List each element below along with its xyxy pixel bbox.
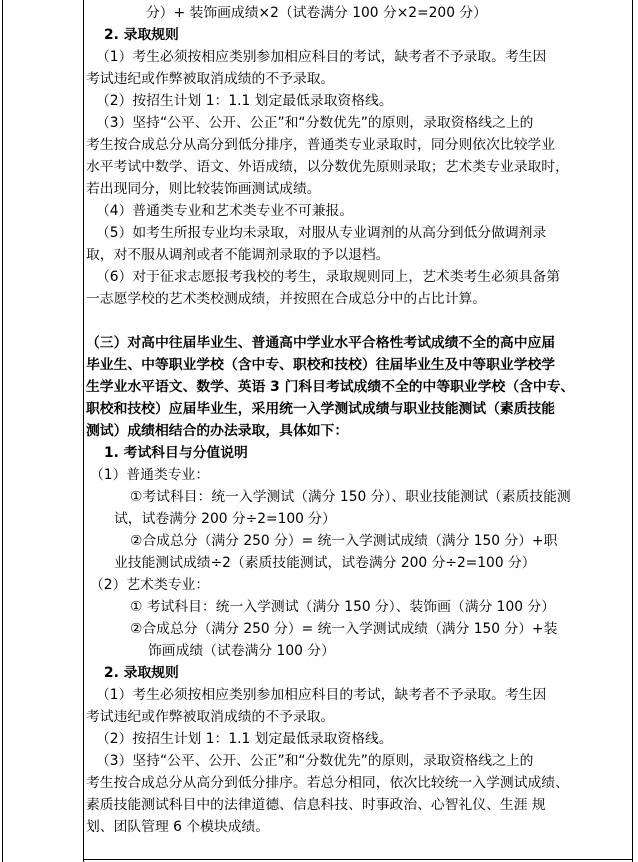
text-line: 考生按合成总分从高分到低分排序。若总分相同，依次比较统一入学测试成绩、: [86, 775, 569, 791]
text-line: 水平考试中数学、语文、外语成绩，以分数优先原则录取；艺术类专业录取时，: [86, 159, 569, 175]
text-line: （三）对高中往届毕业生、普通高中学业水平合格性考试成绩不全的高中应届: [86, 335, 556, 351]
table-border-left: [2, 0, 3, 862]
table-border-bottom: [83, 859, 633, 860]
text-line: 职校和技校）应届毕业生，采用统一入学测试成绩与职业技能测试（素质技能: [86, 401, 556, 417]
text-line: 试，试卷满分 200 分÷2=100 分）: [114, 511, 336, 527]
text-line: （1）考生必须按相应类别参加相应科目的考试，缺考者不予录取。考生因: [96, 49, 547, 65]
text-line: 取，对不服从调剂或者不能调剂录取的予以退档。: [86, 247, 390, 263]
text-line: 一志愿学校的艺术类校测成绩，并按照在合成总分中的占比计算。: [86, 291, 487, 307]
text-line: （2）艺术类专业：: [90, 577, 210, 593]
text-line: （2）按招生计划 1：1.1 划定最低录取资格线。: [96, 93, 393, 109]
text-line: 1. 考试科目与分值说明: [104, 445, 248, 461]
text-line: （6）对于征求志愿报考我校的考生，录取规则同上，艺术类考生必须具备第: [96, 269, 561, 285]
text-line: 考试违纪或作弊被取消成绩的不予录取。: [86, 709, 335, 725]
text-line: 若出现同分，则比较装饰画测试成绩。: [86, 181, 321, 197]
text-line: 毕业生、中等职业学校（含中专、职校和技校）往届毕业生及中等职业学校学: [86, 357, 556, 373]
text-line: （3）坚持“公平、公开、公正”和“分数优先”的原则，录取资格线之上的: [96, 115, 534, 131]
text-line: （1）普通类专业：: [90, 467, 210, 483]
table-border-right: [632, 0, 633, 862]
text-line: 业技能测试成绩÷2（素质技能测试，试卷满分 200 分÷2=100 分）: [114, 555, 536, 571]
text-line: （3）坚持“公平、公开、公正”和“分数优先”的原则，录取资格线之上的: [96, 753, 534, 769]
text-line: 分）+ 装饰画成绩×2（试卷满分 100 分×2=200 分）: [146, 5, 487, 21]
text-line: 2. 录取规则: [104, 665, 179, 681]
text-line: 考试违纪或作弊被取消成绩的不予录取。: [86, 71, 335, 87]
text-line: 划、团队管理 6 个模块成绩。: [86, 819, 270, 835]
text-line: 饰画成绩（试卷满分 100 分）: [148, 643, 335, 659]
text-line: （1）考生必须按相应类别参加相应科目的考试，缺考者不予录取。考生因: [96, 687, 547, 703]
text-line: ②合成总分（满分 250 分）= 统一入学测试成绩（满分 150 分）+职: [130, 533, 558, 549]
text-line: （2）按招生计划 1：1.1 划定最低录取资格线。: [96, 731, 393, 747]
text-line: ① 考试科目：统一入学测试（满分 150 分）、装饰画（满分 100 分）: [130, 599, 555, 615]
text-line: 素质技能测试科目中的法律道德、信息科技、时事政治、心智礼仪、生涯 规: [86, 797, 546, 813]
text-line: 生学业水平语文、数学、英语 3 门科目考试成绩不全的中等职业学校（含中专、: [86, 379, 575, 395]
text-line: 考生按合成总分从高分到低分排序，普通类专业录取时，同分则依次比较学业: [86, 137, 556, 153]
text-line: ①考试科目：统一入学测试（满分 150 分）、职业技能测试（素质技能测: [130, 489, 571, 505]
table-column-divider: [83, 0, 84, 862]
text-line: 测试）成绩相结合的办法录取，具体如下：: [86, 423, 349, 439]
text-line: （4）普通类专业和艺术类专业不可兼报。: [96, 203, 354, 219]
text-line: （5）如考生所报专业均未录取，对服从专业调剂的从高分到低分做调剂录: [96, 225, 547, 241]
text-line: 2. 录取规则: [104, 27, 179, 43]
text-line: ②合成总分（满分 250 分）= 统一入学测试成绩（满分 150 分）+装: [130, 621, 558, 637]
